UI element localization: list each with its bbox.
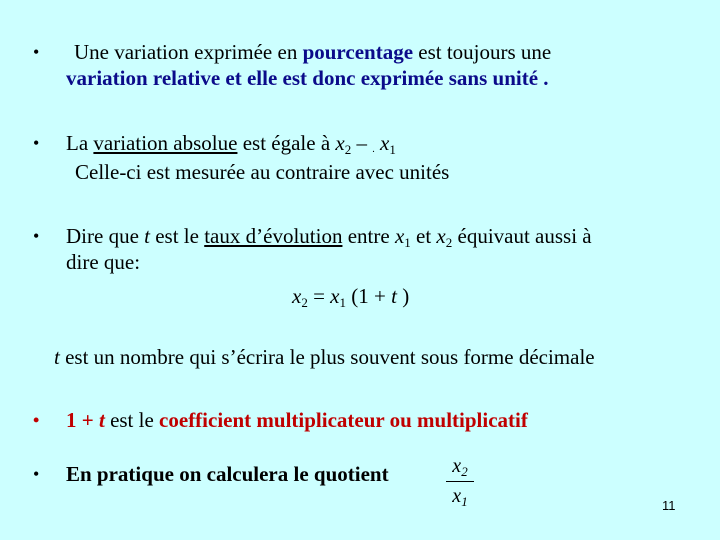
bullet-3: • [33,226,40,246]
bullet-1-line-2: variation relative et elle est donc exprimée sans unité . [66,66,549,90]
bullet-5-line: En pratique on calculera le quotient [66,462,389,486]
bullet-1-line-1: Une variation exprimée en pourcentage est toujours une [74,40,552,64]
quotient-bar [446,481,474,482]
note-line: t est un nombre qui s’écrira le plus souvent sous forme décimale [54,345,595,369]
quotient-denominator: $x_1$ [452,485,468,509]
bullet-1: • [33,42,40,62]
quotient-numerator: $x_2$ [452,455,468,479]
keyword-coefficient: coefficient multiplicateur ou multiplicatif [159,408,528,432]
bullet-5: • [33,464,40,484]
bullet-2: • [33,133,40,153]
bullet-3-line-2: dire que: [66,250,141,274]
page-number: 11 [662,498,676,513]
bullet-3-line-1: Dire que t est le taux d’évolution entre $x_1$ et $x_2$ équivaut aussi à [66,224,592,250]
bullet-4: • [33,410,40,430]
bullet-2-line-1: La variation absolue est égale à $x_2$ – . $x_1$ [66,131,396,157]
keyword-pourcentage: pourcentage [302,40,414,64]
formula: $x_2 = x_1$ (1 + t ) [292,284,410,310]
keyword-taux-evolution: taux d’évolution [204,224,343,248]
bullet-2-line-2: Celle-ci est mesurée au contraire avec unités [75,160,450,184]
keyword-variation-absolue: variation absolue [93,131,238,155]
bullet-4-line: 1 + t est le coefficient multiplicateur ou multiplicatif [66,408,528,432]
